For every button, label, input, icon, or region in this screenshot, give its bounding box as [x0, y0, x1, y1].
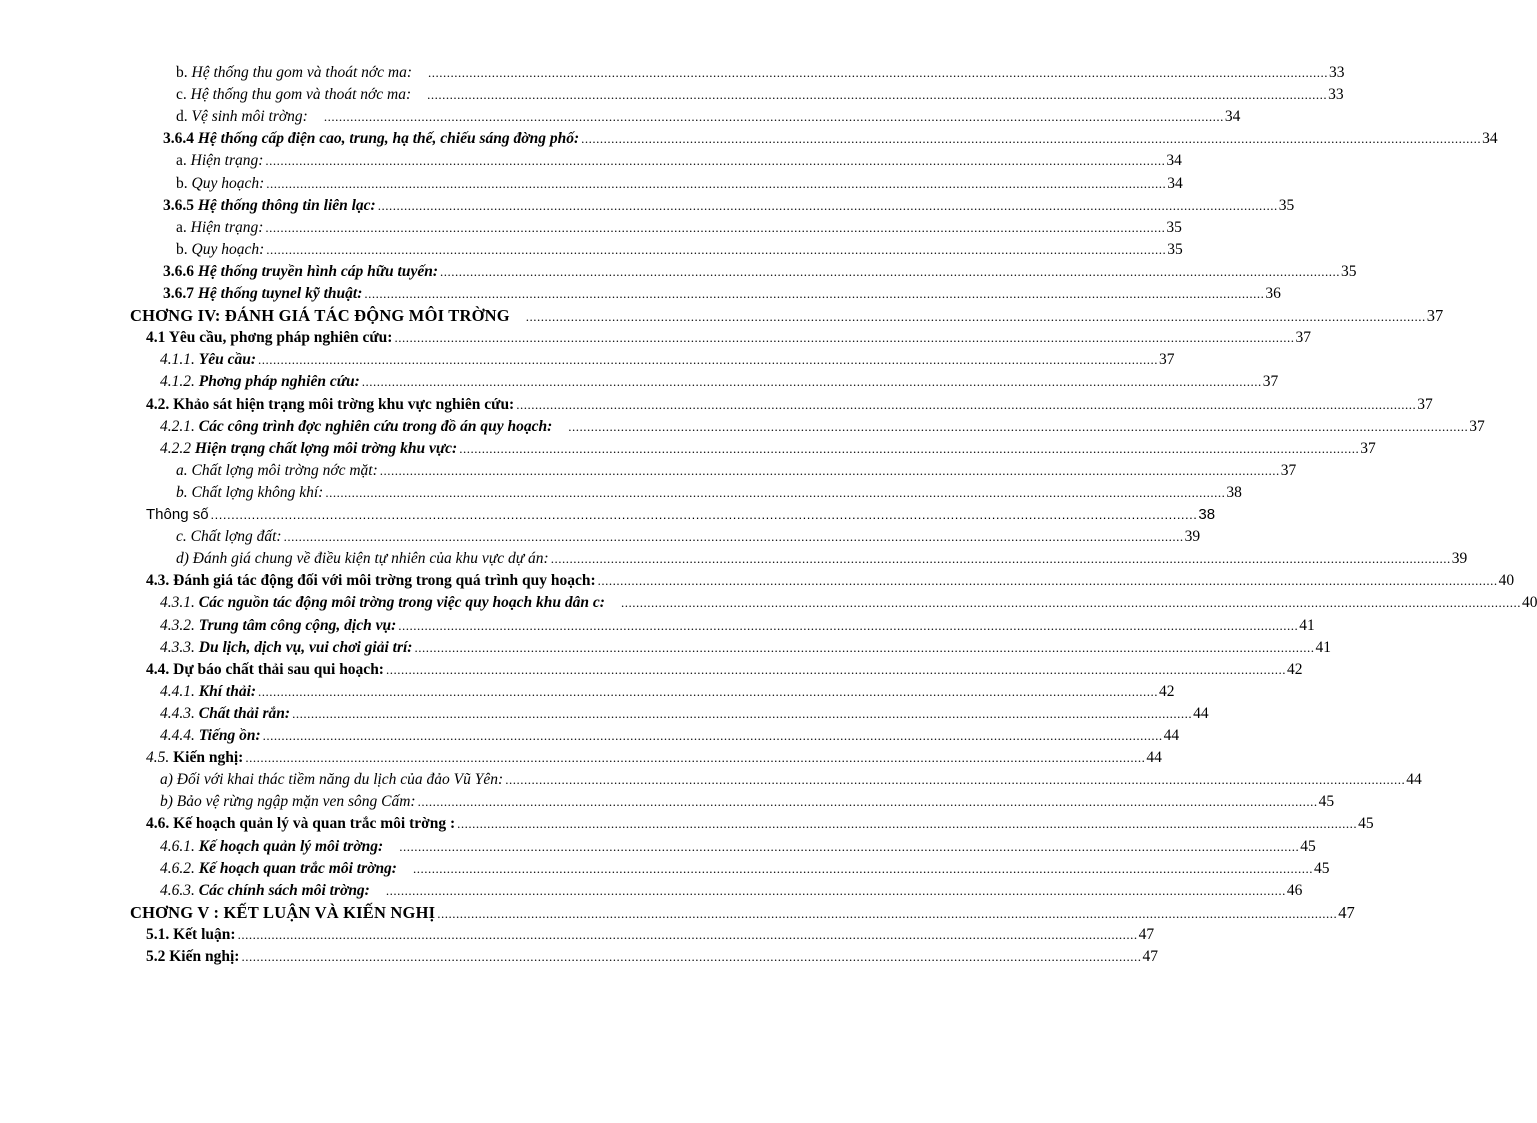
- toc-entry[interactable]: [146, 946, 1158, 968]
- toc-entry-number: a.: [176, 218, 191, 236]
- toc-leader-dots: [440, 261, 1340, 283]
- toc-leader-dots: [418, 791, 1318, 813]
- toc-leader-dots: [459, 438, 1359, 460]
- toc-entry-number: 4.6.3.: [160, 881, 199, 899]
- toc-entry-title: [146, 394, 514, 416]
- toc-entry-number: b): [160, 793, 177, 811]
- toc-entry-number: 4.3.: [146, 572, 174, 590]
- toc-entry-title: [176, 84, 411, 106]
- toc-leader-dots: [457, 813, 1357, 835]
- toc-entry[interactable]: [146, 504, 1216, 526]
- toc-entry-title: [163, 195, 376, 217]
- toc-entry-title: [160, 349, 256, 371]
- toc-entry-title: [130, 902, 435, 924]
- toc-entry-label: Quy hoạch:: [191, 174, 265, 192]
- toc-leader-dots: [378, 195, 1278, 217]
- toc-entry-label: Tiếng ồn:: [198, 727, 261, 744]
- toc-leader-dots: [238, 924, 1138, 946]
- toc-entry-number: 4.2.2: [160, 439, 195, 457]
- toc-entry-number: b.: [176, 174, 192, 192]
- toc-entry[interactable]: [160, 637, 1331, 659]
- toc-entry-label: Các chính sách môi trờng:: [198, 881, 370, 899]
- toc-page-number: 40: [1521, 594, 1537, 612]
- toc-entry-title: [176, 460, 378, 482]
- toc-page-number: 33: [1329, 64, 1345, 81]
- toc-entry[interactable]: [160, 681, 1175, 703]
- toc-entry-number: 4.2.1.: [160, 417, 199, 435]
- toc-entry-number: 4.3.1.: [160, 594, 199, 612]
- toc-entry[interactable]: [146, 659, 1303, 681]
- toc-entry[interactable]: [176, 106, 1241, 128]
- toc-page-number: 40: [1498, 572, 1515, 590]
- toc-entry[interactable]: [160, 725, 1180, 747]
- toc-page-number: 47: [1142, 948, 1158, 965]
- toc-entry-title: [160, 725, 261, 747]
- toc-entry-label: Du lịch, dịch vụ, vui chơi giải trí:: [198, 638, 413, 656]
- toc-entry-label: Hệ thống truyền hình cáp hữu tuyến:: [197, 262, 438, 280]
- toc-entry-label: Hiện trạng:: [190, 218, 264, 236]
- toc-leader-dots: [266, 239, 1166, 261]
- toc-entry-label: Hệ thống cấp điện cao, trung, hạ thế, chiếu sáng đờng phố:: [197, 130, 580, 148]
- toc-leader-dots: [324, 106, 1224, 128]
- toc-leader-dots: [414, 637, 1314, 659]
- toc-entry-title: [146, 504, 209, 526]
- toc-entry-title: [146, 813, 455, 835]
- toc-entry-number: a.: [176, 152, 191, 170]
- toc-leader-dots: [386, 880, 1286, 902]
- toc-entry-label: Kiến nghị:: [173, 749, 244, 767]
- toc-entry[interactable]: [163, 195, 1295, 217]
- toc-entry-title: [176, 548, 549, 570]
- toc-entry[interactable]: [160, 791, 1335, 813]
- toc-entry[interactable]: [163, 283, 1281, 305]
- toc-entry[interactable]: [160, 858, 1330, 880]
- toc-entry-number: c.: [176, 528, 191, 546]
- toc-entry-title: [160, 416, 552, 438]
- toc-entry-number: 4.3.3.: [160, 638, 199, 656]
- toc-entry-title: [160, 592, 605, 614]
- toc-leader-dots: [505, 769, 1405, 791]
- toc-entry-number: 4.1: [146, 329, 169, 347]
- toc-leader-dots: [399, 836, 1299, 858]
- toc-page-number: 35: [1341, 262, 1357, 280]
- toc-page-number: 34: [1224, 108, 1241, 126]
- toc-entry-title: [160, 703, 290, 725]
- toc-page-number: 38: [1226, 483, 1242, 501]
- toc-entry-number: 3.6.5: [163, 196, 198, 214]
- toc-entry-label: Thông số: [146, 506, 209, 523]
- toc-entry[interactable]: [160, 416, 1485, 438]
- toc-entry-label: Bảo vệ rừng ngập mặn ven sông Cấm:: [176, 793, 416, 811]
- toc-entry-title: [160, 836, 383, 858]
- toc-entry[interactable]: [176, 482, 1242, 504]
- toc-page-number: 45: [1313, 859, 1330, 877]
- toc-entry-number: c.: [176, 86, 191, 104]
- toc-entry-label: Hệ thống tuynel kỹ thuật:: [197, 285, 363, 302]
- toc-entry-number: 4.6.2.: [160, 859, 199, 877]
- toc-entry-number: a.: [176, 461, 192, 479]
- toc-entry-label: Phơng pháp nghiên cứu:: [198, 373, 360, 391]
- toc-entry[interactable]: [176, 62, 1345, 84]
- toc-entry-label: Đánh giá chung về điều kiện tự nhiên của khu vực dự án:: [192, 550, 549, 568]
- toc-page-number: 35: [1167, 240, 1183, 258]
- toc-entry-title: [176, 150, 263, 172]
- toc-entry-label: Chất lợng đất:: [190, 528, 282, 546]
- toc-entry-number: 4.6.: [146, 815, 174, 833]
- toc-entry-title: [160, 615, 396, 637]
- toc-entry-number: 5.1.: [146, 925, 174, 943]
- toc-leader-dots: [581, 128, 1481, 150]
- toc-page-number: 37: [1295, 329, 1311, 347]
- toc-entry-title: [160, 438, 457, 460]
- toc-page-number: 44: [1163, 727, 1180, 744]
- toc-entry-title: [176, 217, 263, 239]
- toc-entry-label: Kế hoạch quản lý và quan trắc môi trờng :: [173, 815, 456, 833]
- toc-entry-title: [160, 858, 397, 880]
- toc-page-number: 38: [1198, 506, 1216, 523]
- toc-leader-dots: [568, 416, 1468, 438]
- toc-leader-dots: [428, 62, 1328, 84]
- toc-entry-label: Kết luận:: [173, 925, 236, 943]
- toc-page-number: 39: [1451, 550, 1468, 568]
- toc-entry-title: [160, 371, 360, 393]
- toc-leader-dots: [526, 306, 1426, 328]
- toc-leader-dots: [398, 615, 1298, 637]
- toc-page-number: 47: [1338, 902, 1355, 922]
- toc-leader-dots: [386, 659, 1286, 681]
- toc-leader-dots: [394, 327, 1294, 349]
- toc-entry-label: Các nguồn tác động môi trờng trong việc quy hoạch khu dân c:: [198, 594, 605, 612]
- toc-entry[interactable]: [146, 394, 1433, 416]
- toc-entry[interactable]: [160, 615, 1315, 637]
- toc-entry-title: [176, 62, 412, 84]
- toc-page-number: 47: [1138, 925, 1155, 943]
- toc-entry[interactable]: [176, 84, 1344, 106]
- toc-entry-number: 4.4.: [146, 660, 174, 678]
- toc-entry-number: 4.1.2.: [160, 373, 199, 391]
- toc-page-number: 34: [1166, 152, 1182, 170]
- toc-entry-number: b.: [176, 483, 192, 501]
- toc-leader-dots: [258, 681, 1158, 703]
- toc-leader-dots: [292, 703, 1192, 725]
- toc-page-number: 37: [1280, 461, 1297, 479]
- toc-leader-dots: [364, 283, 1264, 305]
- toc-entry[interactable]: [160, 438, 1376, 460]
- toc-page-number: 37: [1469, 417, 1485, 435]
- toc-page-number: 45: [1318, 793, 1335, 811]
- toc-page-number: 37: [1426, 306, 1444, 326]
- toc-entry[interactable]: [160, 349, 1175, 371]
- toc-entry-title: [176, 173, 264, 195]
- toc-leader-dots: [427, 84, 1327, 106]
- toc-page-number: 33: [1328, 86, 1344, 104]
- toc-entry-label: Yêu cầu:: [198, 351, 257, 369]
- toc-entry-label: Quy hoạch:: [191, 240, 265, 258]
- toc-entry[interactable]: [146, 813, 1374, 835]
- toc-chapter-entry[interactable]: [130, 305, 1444, 327]
- toc-entry-label: Khí thải:: [198, 682, 257, 700]
- toc-page-number: 42: [1159, 682, 1175, 700]
- toc-entry-title: [160, 681, 256, 703]
- toc-entry-title: [146, 946, 239, 968]
- toc-entry-label: Vệ sinh môi trờng:: [191, 108, 308, 126]
- toc-entry-title: [160, 637, 412, 659]
- toc-leader-dots: [266, 173, 1166, 195]
- toc-leader-dots: [362, 371, 1262, 393]
- toc-entry[interactable]: [176, 150, 1182, 172]
- toc-entry-title: [146, 659, 384, 681]
- toc-leader-dots: [263, 725, 1163, 747]
- toc-leader-dots: [241, 946, 1141, 968]
- toc-entry-number: 3.6.4: [163, 130, 198, 148]
- toc-entry[interactable]: [146, 327, 1311, 349]
- toc-entry-title: [146, 924, 236, 946]
- toc-entry[interactable]: [176, 239, 1183, 261]
- toc-entry-label: Yêu cầu, phơng pháp nghiên cứu:: [168, 329, 393, 347]
- toc-entry-title: [160, 880, 370, 902]
- toc-entry[interactable]: [160, 703, 1209, 725]
- toc-entry-label: Các công trình đợc nghiên cứu trong đồ án quy hoạch:: [198, 417, 553, 435]
- toc-entry-label: Trung tâm công cộng, dịch vụ:: [198, 616, 397, 634]
- toc-entry[interactable]: [146, 747, 1162, 769]
- toc-page-number: 45: [1300, 837, 1316, 855]
- toc-entry[interactable]: [176, 173, 1183, 195]
- toc-entry-title: [163, 128, 579, 150]
- toc-entry-label: Chất lợng không khí:: [191, 483, 324, 501]
- toc-entry-number: 5.2: [146, 948, 170, 965]
- toc-entry-title: [176, 239, 264, 261]
- toc-leader-dots: [437, 903, 1337, 925]
- toc-page-number: 41: [1299, 616, 1315, 634]
- toc-entry-label: Kế hoạch quan trắc môi trờng:: [198, 859, 397, 877]
- toc-entry-label: Kiến nghị:: [169, 948, 240, 965]
- toc-entry-number: 4.4.1.: [160, 682, 199, 700]
- toc-entry[interactable]: [176, 548, 1468, 570]
- toc-entry-title: [146, 747, 243, 769]
- toc-entry-title: [160, 791, 416, 813]
- toc-leader-dots: [551, 548, 1451, 570]
- toc-leader-dots: [284, 526, 1184, 548]
- toc-entry-title: [176, 482, 323, 504]
- toc-entry[interactable]: [146, 924, 1155, 946]
- toc-page-number: 45: [1358, 815, 1374, 833]
- toc-entry-label: Đối với khai thác tiềm năng du lịch của đảo Vũ Yên:: [176, 771, 504, 789]
- toc-page-number: 35: [1166, 218, 1182, 236]
- toc-page-number: 37: [1417, 395, 1433, 413]
- toc-leader-dots: [516, 394, 1416, 416]
- toc-leader-dots: [380, 460, 1280, 482]
- toc-entry-number: 4.4.3.: [160, 704, 199, 722]
- toc-page-number: 35: [1278, 196, 1295, 214]
- toc-leader-dots: [413, 858, 1313, 880]
- toc-entry[interactable]: [160, 371, 1279, 393]
- toc-entry[interactable]: [163, 261, 1357, 283]
- toc-page-number: 44: [1193, 704, 1209, 722]
- toc-leader-dots: [258, 349, 1158, 371]
- toc-entry[interactable]: [176, 217, 1182, 239]
- toc-entry-number: 4.5.: [146, 749, 174, 767]
- toc-entry-label: Chất thải rắn:: [198, 704, 291, 722]
- toc-entry-label: Chất lợng môi trờng nớc mặt:: [191, 461, 378, 479]
- toc-entry-title: [163, 283, 362, 305]
- toc-leader-dots: [211, 504, 1198, 526]
- toc-entry[interactable]: [160, 880, 1303, 902]
- toc-entry-label: Hiện trạng:: [190, 152, 264, 170]
- toc-chapter-entry[interactable]: [130, 902, 1355, 924]
- toc-entry-number: 3.6.7: [163, 285, 198, 302]
- toc-page-number: 37: [1360, 439, 1376, 457]
- toc-page-number: 34: [1167, 174, 1183, 192]
- toc-entry-label: Dự báo chất thải sau qui hoạch:: [173, 660, 384, 678]
- toc-entry[interactable]: [176, 460, 1297, 482]
- toc-entry-number: 4.3.2.: [160, 616, 199, 634]
- toc-page-number: 41: [1315, 638, 1331, 656]
- toc-entry-title: [160, 769, 503, 791]
- toc-leader-dots: [325, 482, 1225, 504]
- toc-entry-label: CHƠNG V : KẾT LUẬN VÀ KIẾN NGHỊ: [130, 902, 436, 922]
- toc-entry-number: a): [160, 771, 177, 789]
- toc-entry-label: Hệ thống thu gom và thoát nớc ma:: [191, 64, 413, 81]
- toc-entry-number: d.: [176, 108, 192, 126]
- toc-entry-number: 4.2.: [146, 395, 174, 413]
- toc-entry-label: Đánh giá tác động đối với môi trờng trong quá trình quy hoạch:: [173, 572, 596, 590]
- toc-entry[interactable]: [176, 526, 1201, 548]
- toc-entry[interactable]: [146, 570, 1515, 592]
- toc-leader-dots: [265, 150, 1165, 172]
- toc-entry-title: [146, 327, 392, 349]
- toc-entry-number: b.: [176, 240, 192, 258]
- toc-leader-dots: [245, 747, 1145, 769]
- toc-entry-number: 4.4.4.: [160, 727, 199, 744]
- toc-entry-title: [130, 305, 510, 327]
- toc-entry[interactable]: [160, 769, 1422, 791]
- toc-page-number: 36: [1265, 285, 1281, 302]
- toc-entry-title: [163, 261, 438, 283]
- toc-page-number: 39: [1184, 528, 1201, 546]
- toc-page-number: 44: [1406, 771, 1422, 789]
- toc-page-number: 34: [1482, 130, 1498, 148]
- toc-entry-title: [176, 526, 282, 548]
- toc-page-number: 44: [1146, 749, 1162, 767]
- toc-leader-dots: [598, 570, 1498, 592]
- toc-entry-number: 4.6.1.: [160, 837, 199, 855]
- toc-entry-label: Kế hoạch quản lý môi trờng:: [198, 837, 384, 855]
- toc-entry-title: [176, 106, 308, 128]
- toc-entry[interactable]: [163, 128, 1498, 150]
- toc-page-number: 46: [1286, 881, 1303, 899]
- toc-entry-label: Khảo sát hiện trạng môi trờng khu vực nghiên cứu:: [173, 395, 515, 413]
- toc-entry-label: Hệ thống thu gom và thoát nớc ma:: [190, 86, 412, 104]
- toc-entry-label: CHƠNG IV: ĐÁNH GIÁ TÁC ĐỘNG MÔI TRỜNG: [130, 306, 510, 326]
- toc-entry[interactable]: [160, 592, 1537, 614]
- toc-page-number: 42: [1286, 660, 1303, 678]
- toc-leader-dots: [265, 217, 1165, 239]
- toc-entry-label: Hiện trạng chất lợng môi trờng khu vực:: [194, 439, 458, 457]
- toc-entry-number: b.: [176, 64, 192, 81]
- toc-page-number: 37: [1159, 351, 1175, 369]
- toc-page-number: 37: [1262, 373, 1279, 391]
- toc-entry-number: 4.1.1.: [160, 351, 199, 369]
- toc-entry-label: Hệ thống thông tin liên lạc:: [197, 196, 376, 214]
- toc-leader-dots: [621, 592, 1521, 614]
- toc-entry-number: d): [176, 550, 193, 568]
- toc-entry-title: [146, 570, 596, 592]
- toc-entry-number: 3.6.6: [163, 262, 198, 280]
- toc-entry[interactable]: [160, 836, 1316, 858]
